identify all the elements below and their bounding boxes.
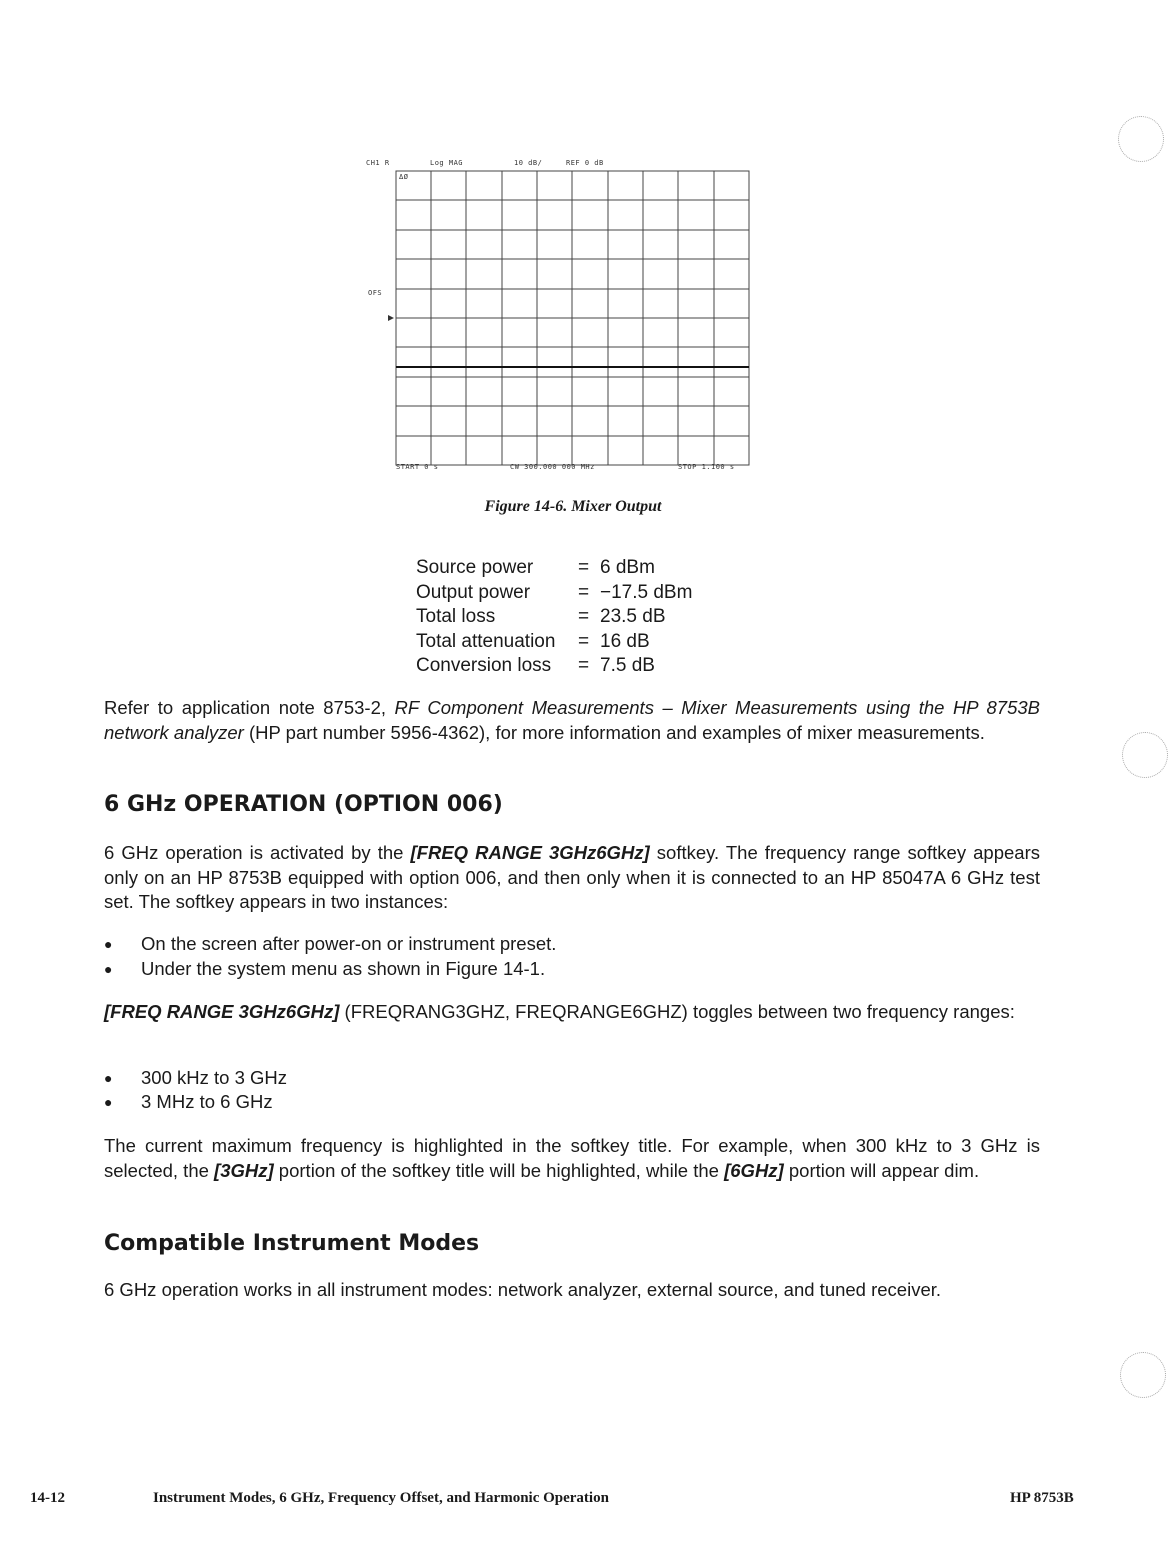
list-item: [104, 932, 556, 957]
screen-scale-label: 10 dB/: [514, 159, 543, 167]
freq-range-softkey: [FREQ RANGE 3GHz6GHz]: [410, 842, 650, 863]
calc-value: 7.5 dB: [600, 655, 655, 676]
activation-paragraph: [104, 841, 1040, 915]
screen-cw-label: CW 300.000 000 MHz: [510, 463, 595, 471]
calc-row: [416, 630, 692, 655]
modes-paragraph: 6 GHz operation works in all instrument modes: network analyzer, external source, and tuned receiver.: [104, 1279, 942, 1300]
refer-intro: Refer to application note 8753-2,: [104, 697, 395, 718]
activation-rest: softkey. The frequency range softkey appears only on an HP 8753B equipped with option 006, and then only when it is connected to an HP 85047A 6 GHz test set. The softkey appears in two instances:: [104, 842, 1040, 912]
bullet-icon: ●: [104, 936, 113, 952]
screen-channel-label: CH1 R: [366, 159, 390, 167]
section-heading-6ghz: 6 GHz OPERATION (OPTION 006): [104, 792, 503, 817]
binder-hole-top: [1118, 116, 1164, 162]
calc-row: [416, 556, 692, 581]
bullet-icon: ●: [104, 1094, 113, 1110]
highlight-end: portion will appear dim.: [783, 1159, 980, 1181]
calc-value: 16 dB: [600, 630, 650, 652]
calc-label: Total loss: [416, 606, 496, 627]
calc-row: [416, 654, 692, 679]
softkey-6ghz: [6GHz]: [724, 1159, 784, 1181]
list-item: [104, 1066, 287, 1091]
screen-box-label: ΔØ: [399, 173, 409, 181]
highlight-middle: portion of the softkey title will be highlighted, while the: [273, 1159, 725, 1181]
calc-equals: =: [578, 557, 590, 578]
freq-range-softkey: [FREQ RANGE 3GHz6GHz]: [104, 1001, 340, 1022]
list-item-text: Under the system menu as shown in Figure 14-1.: [141, 958, 546, 979]
reference-marker: [388, 315, 394, 321]
calc-value: 23.5 dB: [600, 606, 666, 627]
calc-label: Output power: [416, 581, 531, 603]
list-item: [104, 957, 545, 982]
softkey-3ghz: [3GHz]: [214, 1159, 274, 1181]
calc-label: Conversion loss: [416, 655, 552, 676]
figure-caption: Figure 14-6. Mixer Output: [484, 498, 662, 515]
calc-equals: =: [578, 581, 590, 603]
grid-lines: [396, 171, 749, 465]
toggle-paragraph: [104, 1000, 1040, 1025]
list-item-text: 3 MHz to 6 GHz: [141, 1091, 273, 1112]
bullet-icon: ●: [104, 961, 113, 977]
calc-label: Total attenuation: [416, 630, 556, 652]
page-number: 14-12: [30, 1490, 65, 1506]
loss-calculation: [416, 556, 692, 679]
trace-grid: [360, 160, 780, 480]
screen-start-label: START 0 s: [396, 463, 439, 471]
chapter-title: Instrument Modes, 6 GHz, Frequency Offset, and Harmonic Operation: [153, 1490, 609, 1506]
binder-hole-middle: [1122, 732, 1168, 778]
screen-ref-label: REF 0 dB: [566, 159, 604, 167]
toggle-rest: (FREQRANG3GHZ, FREQRANGE6GHZ) toggles between two frequency ranges:: [339, 1001, 1015, 1022]
calc-row: [416, 605, 692, 630]
calc-equals: =: [578, 630, 590, 652]
calc-value: −17.5 dBm: [600, 581, 693, 603]
list-item-text: On the screen after power-on or instrument preset.: [141, 933, 557, 954]
calc-value: 6 dBm: [600, 557, 655, 578]
list-item: [104, 1090, 273, 1115]
list-item-text: 300 kHz to 3 GHz: [141, 1067, 288, 1088]
bullet-icon: ●: [104, 1070, 113, 1086]
binder-hole-bottom: [1120, 1352, 1166, 1398]
product-name: HP 8753B: [1010, 1490, 1074, 1506]
calc-equals: =: [578, 606, 590, 627]
calc-row: [416, 581, 692, 606]
activation-intro: 6 GHz operation is activated by the: [104, 842, 411, 863]
refer-paragraph: [104, 696, 1040, 745]
calc-equals: =: [578, 655, 590, 676]
app-note-title: RF Component Measurements – Mixer Measurements using the HP 8753B network analyzer: [104, 697, 1040, 743]
refer-rest: (HP part number 5956-4362), for more information and examples of mixer measurements.: [243, 721, 985, 743]
calc-label: Source power: [416, 557, 534, 578]
section-heading-modes: Compatible Instrument Modes: [104, 1231, 480, 1256]
highlight-paragraph: [104, 1134, 1040, 1183]
highlight-intro: The current maximum frequency is highlighted in the softkey title. For example, when 300 kHz to 3 GHz is selected, the: [104, 1135, 1040, 1181]
screen-stop-label: STOP 1.100 s: [678, 463, 735, 471]
screen-format-label: Log MAG: [430, 159, 464, 167]
screen-offset-label: OFS: [368, 289, 383, 297]
